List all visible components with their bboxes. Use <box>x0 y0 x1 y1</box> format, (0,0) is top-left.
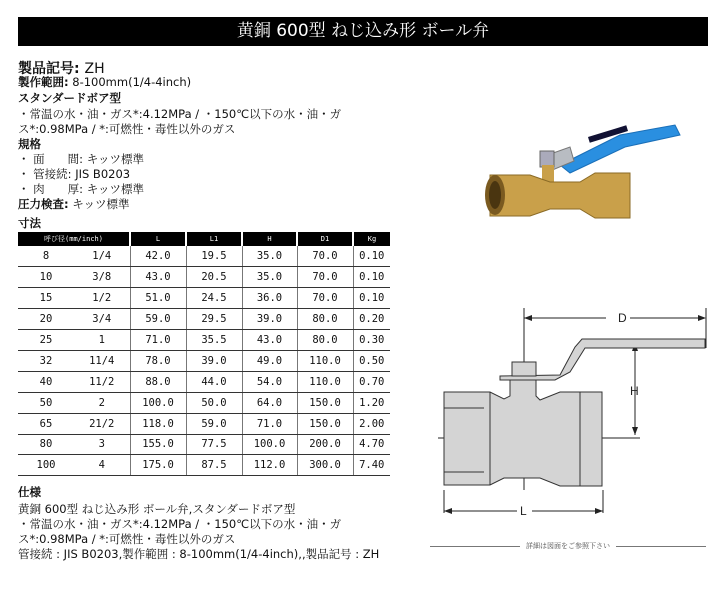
product-code-label: 製品記号: <box>18 61 80 77</box>
pressure-line-1: ・常温の水・油・ガス*:4.12MPa / ・150℃以下の水・油・ガ <box>18 107 342 121</box>
cell-l: 51.0 <box>130 288 186 309</box>
table-row <box>18 434 390 455</box>
divider <box>430 546 520 547</box>
cell-kg: 0.10 <box>353 246 390 267</box>
cell-l1: 24.5 <box>186 288 242 309</box>
cell-size-mm: 8 <box>18 246 74 267</box>
cell-l1: 35.5 <box>186 330 242 351</box>
cell-size-inch: 21/2 <box>74 413 130 434</box>
cell-kg: 0.30 <box>353 330 390 351</box>
cell-d1: 200.0 <box>297 434 353 455</box>
pressure-line-2: ス*:0.98MPa / *:可燃性・毒性以外のガス <box>18 122 236 136</box>
table-row <box>18 246 390 267</box>
cell-d1: 110.0 <box>297 350 353 371</box>
dimensions-heading: 寸法 <box>18 216 41 230</box>
table-row <box>18 350 390 371</box>
cell-size-inch: 1 <box>74 330 130 351</box>
valve-photo <box>470 85 690 220</box>
header-kg: Kg <box>353 232 390 246</box>
drawing-note <box>430 541 706 551</box>
cell-h: 35.0 <box>242 267 297 288</box>
standard-item <box>18 167 130 182</box>
cell-h: 39.0 <box>242 309 297 330</box>
label-d: D <box>618 311 627 325</box>
cell-kg: 0.10 <box>353 267 390 288</box>
cell-kg: 7.40 <box>353 455 390 476</box>
spec-heading: 仕様 <box>18 485 41 499</box>
cell-l: 42.0 <box>130 246 186 267</box>
pressure-test-label: 圧力検査: <box>18 197 69 211</box>
cell-l1: 87.5 <box>186 455 242 476</box>
valve-nut <box>540 151 554 167</box>
table-row <box>18 309 390 330</box>
header-l1: L1 <box>186 232 242 246</box>
cell-size-mm: 100 <box>18 455 74 476</box>
cell-l1: 77.5 <box>186 434 242 455</box>
cell-l: 78.0 <box>130 350 186 371</box>
cell-l: 43.0 <box>130 267 186 288</box>
cell-d1: 300.0 <box>297 455 353 476</box>
cell-d1: 80.0 <box>297 309 353 330</box>
cell-kg: 0.70 <box>353 371 390 392</box>
cell-l: 175.0 <box>130 455 186 476</box>
valve-handle <box>542 125 680 173</box>
cell-size-mm: 20 <box>18 309 74 330</box>
cell-l: 155.0 <box>130 434 186 455</box>
cell-h: 36.0 <box>242 288 297 309</box>
standard-label: ・ 肉 厚: <box>18 182 84 196</box>
cell-kg: 0.50 <box>353 350 390 371</box>
cell-d1: 70.0 <box>297 246 353 267</box>
cell-size-inch: 4 <box>74 455 130 476</box>
cell-d1: 150.0 <box>297 413 353 434</box>
label-h: H <box>630 384 639 398</box>
header-d1: D1 <box>297 232 353 246</box>
cell-l1: 39.0 <box>186 350 242 371</box>
cell-size-mm: 10 <box>18 267 74 288</box>
header-size: 呼び径(mm/inch) <box>18 232 130 246</box>
cell-h: 43.0 <box>242 330 297 351</box>
standard-value: JIS B0203 <box>75 167 131 181</box>
standards-heading: 規格 <box>18 137 41 151</box>
spec-line: ・常温の水・油・ガス*:4.12MPa / ・150℃以下の水・油・ガ <box>18 517 342 531</box>
cell-l1: 50.0 <box>186 392 242 413</box>
cell-h: 112.0 <box>242 455 297 476</box>
standard-item <box>18 182 144 197</box>
table-row <box>18 371 390 392</box>
cell-h: 49.0 <box>242 350 297 371</box>
cell-kg: 4.70 <box>353 434 390 455</box>
cell-l: 100.0 <box>130 392 186 413</box>
cell-size-mm: 32 <box>18 350 74 371</box>
cell-size-mm: 15 <box>18 288 74 309</box>
cell-h: 54.0 <box>242 371 297 392</box>
drawing-body <box>444 380 602 486</box>
standard-value: キッツ標準 <box>86 152 144 166</box>
cell-size-inch: 11/2 <box>74 371 130 392</box>
standard-value: キッツ標準 <box>86 182 144 196</box>
cell-h: 71.0 <box>242 413 297 434</box>
cell-kg: 1.20 <box>353 392 390 413</box>
spec-line: 黄銅 600型 ねじ込み形 ボール弁,スタンダードボア型 <box>18 502 296 516</box>
table-row <box>18 455 390 476</box>
cell-size-mm: 25 <box>18 330 74 351</box>
cell-d1: 80.0 <box>297 330 353 351</box>
cell-l1: 29.5 <box>186 309 242 330</box>
dimensions-table <box>18 232 390 476</box>
drawing-nut <box>512 362 536 376</box>
standard-item <box>18 152 144 167</box>
header-l: L <box>130 232 186 246</box>
page-title: 黄銅 600型 ねじ込み形 ボール弁 <box>18 17 708 46</box>
note-text: 詳細は図面をご参照下さい <box>526 542 610 550</box>
cell-l1: 59.0 <box>186 413 242 434</box>
standard-label: ・ 管接続: <box>18 167 72 181</box>
cell-kg: 0.10 <box>353 288 390 309</box>
cell-l: 59.0 <box>130 309 186 330</box>
standard-label: ・ 面 間: <box>18 152 84 166</box>
cell-l1: 20.5 <box>186 267 242 288</box>
cell-l1: 44.0 <box>186 371 242 392</box>
spec-line: 管接続 : JIS B0203,製作範囲 : 8-100mm(1/4-4inch),,製品記号 : ZH <box>18 547 380 561</box>
cell-h: 35.0 <box>242 246 297 267</box>
cell-kg: 2.00 <box>353 413 390 434</box>
cell-kg: 0.20 <box>353 309 390 330</box>
valve-drawing <box>420 300 720 520</box>
cell-l: 71.0 <box>130 330 186 351</box>
table-row <box>18 330 390 351</box>
cell-size-mm: 80 <box>18 434 74 455</box>
table-row <box>18 288 390 309</box>
cell-size-mm: 40 <box>18 371 74 392</box>
table-header-row <box>18 232 390 246</box>
cell-d1: 150.0 <box>297 392 353 413</box>
cell-l: 88.0 <box>130 371 186 392</box>
valve-body <box>490 173 630 218</box>
cell-size-inch: 11/4 <box>74 350 130 371</box>
cell-size-inch: 2 <box>74 392 130 413</box>
table-row <box>18 413 390 434</box>
cell-size-inch: 3/4 <box>74 309 130 330</box>
cell-d1: 70.0 <box>297 288 353 309</box>
cell-size-mm: 65 <box>18 413 74 434</box>
cell-size-mm: 50 <box>18 392 74 413</box>
table-row <box>18 392 390 413</box>
header-h: H <box>242 232 297 246</box>
cell-size-inch: 3 <box>74 434 130 455</box>
cell-d1: 110.0 <box>297 371 353 392</box>
cell-d1: 70.0 <box>297 267 353 288</box>
range-value: 8-100mm(1/4-4inch) <box>72 75 192 89</box>
cell-l: 118.0 <box>130 413 186 434</box>
cell-size-inch: 3/8 <box>74 267 130 288</box>
cell-l1: 19.5 <box>186 246 242 267</box>
bore-type: スタンダードボア型 <box>18 91 122 105</box>
spec-line: ス*:0.98MPa / *:可燃性・毒性以外のガス <box>18 532 236 546</box>
cell-size-inch: 1/2 <box>74 288 130 309</box>
range-label: 製作範囲: <box>18 75 69 89</box>
pressure-test-value: キッツ標準 <box>72 197 130 211</box>
cell-h: 64.0 <box>242 392 297 413</box>
product-code-value: ZH <box>84 61 105 77</box>
label-l: L <box>520 504 527 518</box>
divider <box>616 546 706 547</box>
table-row <box>18 267 390 288</box>
pressure-test <box>18 197 130 212</box>
cell-size-inch: 1/4 <box>74 246 130 267</box>
range <box>18 75 191 90</box>
cell-h: 100.0 <box>242 434 297 455</box>
